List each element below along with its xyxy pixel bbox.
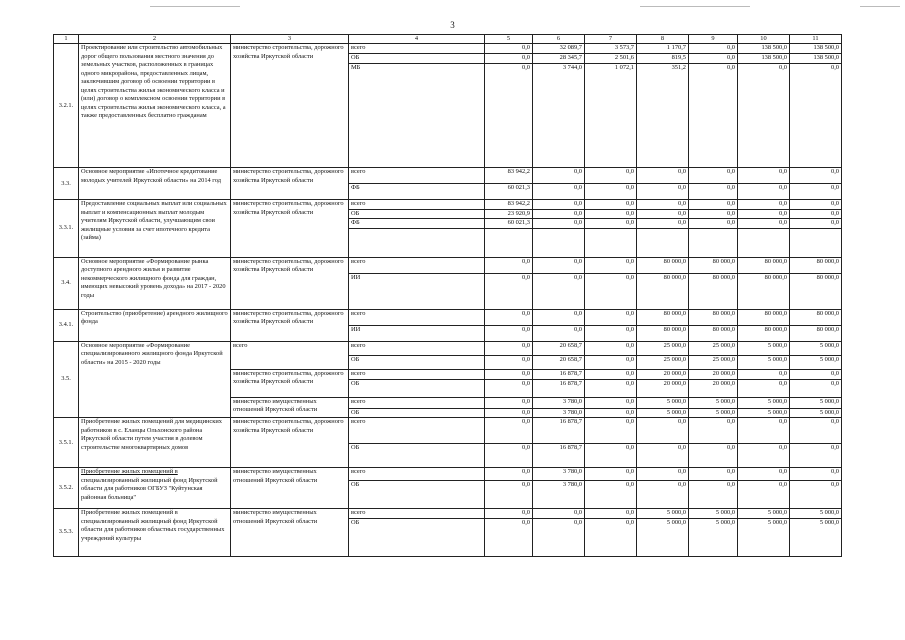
row-name: Приобретение жилых помещений в специализированный жилищный фонд Иркутской области для работников ОГБУЗ "Куйтунская районная больница" xyxy=(79,468,231,509)
row-name: Строительство (приобретение) арендного жилищного фонда xyxy=(79,309,231,341)
row-value: 5 000,0 xyxy=(689,397,738,408)
row-value: 5 000,0 xyxy=(637,518,689,556)
row-value: 3 780,0 xyxy=(533,408,585,417)
row-value: 0,0 xyxy=(485,257,533,273)
row-value: 0,0 xyxy=(585,341,637,355)
row-source: всего xyxy=(349,200,485,209)
row-name: Предоставление социальных выплат или социальных выплат и компенсационных выплат молодым учителям Иркутской области, улучшающим свои жилищные условия за счет ипотечного кредита (займа) xyxy=(79,200,231,257)
row-value: 0,0 xyxy=(585,444,637,468)
row-value: 0,0 xyxy=(738,64,790,168)
row-value xyxy=(790,228,842,257)
row-value: 0,0 xyxy=(790,209,842,218)
program-table xyxy=(53,34,842,557)
row-value: 5 000,0 xyxy=(790,397,842,408)
row-value: 0,0 xyxy=(738,379,790,397)
page-number: 3 xyxy=(450,20,455,30)
row-value: 0,0 xyxy=(689,54,738,64)
row-value: 0,0 xyxy=(585,184,637,200)
row-value: 0,0 xyxy=(689,168,738,184)
row-value: 23 920,9 xyxy=(485,209,533,218)
row-source: всего xyxy=(349,418,485,444)
row-value: 0,0 xyxy=(485,379,533,397)
row-value: 80 000,0 xyxy=(689,325,738,341)
row-value: 80 000,0 xyxy=(637,257,689,273)
scan-artifact-line xyxy=(640,6,750,7)
row-value: 1 072,1 xyxy=(585,64,637,168)
row-source: всего xyxy=(349,397,485,408)
row-value: 20 000,0 xyxy=(689,369,738,379)
row-value: 0,0 xyxy=(533,168,585,184)
row-value: 0,0 xyxy=(585,200,637,209)
row-value: 0,0 xyxy=(738,219,790,228)
row-source: всего xyxy=(349,168,485,184)
row-code: 3.4. xyxy=(54,257,79,309)
row-value: 0,0 xyxy=(533,518,585,556)
row-value: 5 000,0 xyxy=(790,518,842,556)
row-value: 0,0 xyxy=(533,219,585,228)
row-value: 5 000,0 xyxy=(689,518,738,556)
row-value: 0,0 xyxy=(585,219,637,228)
row-source: ОБ xyxy=(349,408,485,417)
row-value: 80 000,0 xyxy=(790,273,842,309)
header-cell: 3 xyxy=(231,35,349,44)
row-value: 80 000,0 xyxy=(790,257,842,273)
row-value: 0,0 xyxy=(738,481,790,509)
row-value: 138 500,0 xyxy=(738,54,790,64)
table-row xyxy=(54,257,842,273)
header-cell: 2 xyxy=(79,35,231,44)
row-value: 0,0 xyxy=(689,468,738,481)
header-cell: 8 xyxy=(637,35,689,44)
row-source: всего xyxy=(349,369,485,379)
row-value: 5 000,0 xyxy=(637,397,689,408)
row-source: ОБ xyxy=(349,355,485,369)
row-value: 80 000,0 xyxy=(738,325,790,341)
header-cell: 4 xyxy=(349,35,485,44)
row-value: 20 658,7 xyxy=(533,355,585,369)
row-executor: министерство строительства, дорожного хозяйства Иркутской области xyxy=(231,369,349,397)
row-value: 0,0 xyxy=(689,200,738,209)
row-value: 0,0 xyxy=(533,184,585,200)
row-value: 83 942,2 xyxy=(485,200,533,209)
row-value: 0,0 xyxy=(485,518,533,556)
row-value: 80 000,0 xyxy=(790,325,842,341)
row-code: 3.3. xyxy=(54,168,79,200)
row-value: 80 000,0 xyxy=(738,273,790,309)
row-value: 16 878,7 xyxy=(533,444,585,468)
row-value: 5 000,0 xyxy=(689,509,738,518)
row-value: 16 878,7 xyxy=(533,379,585,397)
row-executor: министерство строительства, дорожного хозяйства Иркутской области xyxy=(231,418,349,468)
row-code: 3.5. xyxy=(54,341,79,417)
header-cell: 9 xyxy=(689,35,738,44)
row-value: 5 000,0 xyxy=(738,397,790,408)
table-row xyxy=(54,418,842,444)
row-value: 0,0 xyxy=(637,168,689,184)
row-value: 0,0 xyxy=(533,325,585,341)
row-value: 0,0 xyxy=(790,184,842,200)
header-cell: 1 xyxy=(54,35,79,44)
row-value: 0,0 xyxy=(738,200,790,209)
row-value: 80 000,0 xyxy=(689,273,738,309)
row-value: 0,0 xyxy=(485,418,533,444)
row-value: 0,0 xyxy=(790,379,842,397)
row-value: 0,0 xyxy=(689,481,738,509)
row-value: 0,0 xyxy=(485,397,533,408)
table-row xyxy=(54,168,842,184)
row-code: 3.4.1. xyxy=(54,309,79,341)
row-value: 0,0 xyxy=(738,369,790,379)
row-value: 80 000,0 xyxy=(790,309,842,325)
table-row xyxy=(54,341,842,355)
row-value: 28 345,7 xyxy=(533,54,585,64)
row-code: 3.5.2. xyxy=(54,468,79,509)
header-cell: 5 xyxy=(485,35,533,44)
row-source: ОБ xyxy=(349,444,485,468)
row-source: ФБ xyxy=(349,219,485,228)
table-row xyxy=(54,44,842,54)
row-source: всего xyxy=(349,341,485,355)
row-source: всего xyxy=(349,509,485,518)
row-value: 138 500,0 xyxy=(790,54,842,64)
row-value: 0,0 xyxy=(533,257,585,273)
row-source: ОБ xyxy=(349,379,485,397)
row-executor: министерство строительства, дорожного хозяйства Иркутской области xyxy=(231,168,349,200)
row-value: 25 000,0 xyxy=(637,355,689,369)
row-value: 0,0 xyxy=(485,325,533,341)
row-value: 0,0 xyxy=(585,408,637,417)
row-value: 0,0 xyxy=(533,209,585,218)
row-value: 80 000,0 xyxy=(689,257,738,273)
row-value: 5 000,0 xyxy=(738,518,790,556)
row-value: 5 000,0 xyxy=(790,509,842,518)
table-header-row xyxy=(54,35,842,44)
row-value: 5 000,0 xyxy=(738,355,790,369)
row-source: ОБ xyxy=(349,209,485,218)
row-source: МБ xyxy=(349,64,485,168)
row-value: 5 000,0 xyxy=(790,355,842,369)
row-value: 5 000,0 xyxy=(790,408,842,417)
row-value: 0,0 xyxy=(485,468,533,481)
row-source: всего xyxy=(349,257,485,273)
row-executor: министерство строительства, дорожного хозяйства Иркутской области xyxy=(231,257,349,309)
row-value: 3 780,0 xyxy=(533,397,585,408)
row-executor: министерство имущественных отношений Иркутской области xyxy=(231,397,349,417)
row-value: 0,0 xyxy=(790,418,842,444)
row-value: 0,0 xyxy=(637,184,689,200)
row-value: 0,0 xyxy=(738,468,790,481)
row-value: 5 000,0 xyxy=(738,408,790,417)
row-value: 0,0 xyxy=(533,309,585,325)
row-value: 0,0 xyxy=(790,481,842,509)
row-source: ИИ xyxy=(349,273,485,309)
row-value: 5 000,0 xyxy=(738,509,790,518)
row-value: 351,2 xyxy=(637,64,689,168)
row-source xyxy=(349,228,485,257)
row-value: 0,0 xyxy=(585,481,637,509)
header-cell: 11 xyxy=(790,35,842,44)
row-value: 5 000,0 xyxy=(637,408,689,417)
row-value: 0,0 xyxy=(485,309,533,325)
table-row xyxy=(54,200,842,209)
row-code: 3.3.1. xyxy=(54,200,79,257)
row-value: 0,0 xyxy=(585,418,637,444)
row-value: 0,0 xyxy=(790,444,842,468)
row-value: 25 000,0 xyxy=(689,355,738,369)
row-name: Основное мероприятие «Формирование специализированного жилищного фонда Иркутской области» на 2015 - 2020 годы xyxy=(79,341,231,417)
row-value: 80 000,0 xyxy=(689,309,738,325)
row-value xyxy=(637,228,689,257)
row-value: 0,0 xyxy=(485,341,533,355)
row-name: Основное мероприятие «Формирование рынка доступного арендного жилья и развитие некоммерческого жилищного фонда для граждан, имеющих невысокий уровень дохода» на 2017 - 2020 годы xyxy=(79,257,231,309)
row-value: 0,0 xyxy=(790,468,842,481)
row-value: 5 000,0 xyxy=(738,341,790,355)
row-value: 0,0 xyxy=(689,44,738,54)
row-value: 0,0 xyxy=(485,355,533,369)
row-value: 0,0 xyxy=(485,509,533,518)
row-value: 2 501,6 xyxy=(585,54,637,64)
row-value xyxy=(689,228,738,257)
row-executor: министерство строительства, дорожного хозяйства Иркутской области xyxy=(231,309,349,341)
row-value: 80 000,0 xyxy=(637,273,689,309)
row-value: 0,0 xyxy=(485,408,533,417)
row-value: 0,0 xyxy=(585,273,637,309)
row-value: 60 021,3 xyxy=(485,184,533,200)
row-value: 20 000,0 xyxy=(637,369,689,379)
row-source: ОБ xyxy=(349,481,485,509)
header-cell: 10 xyxy=(738,35,790,44)
row-source: ИИ xyxy=(349,325,485,341)
row-value: 80 000,0 xyxy=(738,257,790,273)
row-source: ОБ xyxy=(349,518,485,556)
row-value: 0,0 xyxy=(585,355,637,369)
row-value: 1 170,7 xyxy=(637,44,689,54)
row-value: 3 780,0 xyxy=(533,468,585,481)
row-value: 0,0 xyxy=(585,397,637,408)
row-value xyxy=(585,228,637,257)
row-value: 0,0 xyxy=(585,325,637,341)
row-value: 0,0 xyxy=(637,200,689,209)
row-value: 3 573,7 xyxy=(585,44,637,54)
row-value: 20 000,0 xyxy=(637,379,689,397)
row-value: 20 658,7 xyxy=(533,341,585,355)
row-value: 0,0 xyxy=(485,54,533,64)
row-value: 0,0 xyxy=(585,379,637,397)
row-executor: министерство имущественных отношений Иркутской области xyxy=(231,509,349,556)
row-value: 0,0 xyxy=(585,509,637,518)
row-value: 0,0 xyxy=(533,200,585,209)
header-cell: 7 xyxy=(585,35,637,44)
row-value: 16 878,7 xyxy=(533,369,585,379)
row-value: 0,0 xyxy=(485,481,533,509)
row-value: 0,0 xyxy=(790,168,842,184)
row-value: 0,0 xyxy=(585,468,637,481)
row-value: 80 000,0 xyxy=(738,309,790,325)
row-value: 0,0 xyxy=(585,168,637,184)
row-value: 0,0 xyxy=(585,257,637,273)
row-source: ФБ xyxy=(349,184,485,200)
row-value: 0,0 xyxy=(790,64,842,168)
row-value: 25 000,0 xyxy=(637,341,689,355)
row-value: 0,0 xyxy=(485,444,533,468)
row-code: 3.2.1. xyxy=(54,44,79,168)
row-value: 0,0 xyxy=(738,444,790,468)
row-value: 0,0 xyxy=(533,509,585,518)
row-value: 25 000,0 xyxy=(689,341,738,355)
row-value: 80 000,0 xyxy=(637,309,689,325)
row-value: 0,0 xyxy=(637,418,689,444)
row-value: 80 000,0 xyxy=(637,325,689,341)
row-value: 0,0 xyxy=(689,219,738,228)
row-value xyxy=(485,228,533,257)
scan-artifact-line xyxy=(860,6,900,7)
row-name-underlined: Приобретение жилых помещений в xyxy=(81,468,178,476)
row-value: 83 942,2 xyxy=(485,168,533,184)
row-executor: всего xyxy=(231,341,349,369)
row-executor: министерство строительства, дорожного хозяйства Иркутской области xyxy=(231,44,349,168)
row-code: 3.5.1. xyxy=(54,418,79,468)
table-row xyxy=(54,468,842,481)
row-value: 0,0 xyxy=(738,209,790,218)
row-name: Основное мероприятие «Ипотечное кредитование молодых учителей Иркутской области» на 2014 год xyxy=(79,168,231,200)
row-value: 0,0 xyxy=(637,481,689,509)
row-value xyxy=(738,228,790,257)
table-row xyxy=(54,509,842,518)
row-value: 0,0 xyxy=(790,200,842,209)
row-value: 0,0 xyxy=(637,444,689,468)
row-value: 3 780,0 xyxy=(533,481,585,509)
row-value: 0,0 xyxy=(485,64,533,168)
row-value: 16 878,7 xyxy=(533,418,585,444)
row-value: 138 500,0 xyxy=(738,44,790,54)
row-value xyxy=(533,228,585,257)
scan-artifact-line xyxy=(150,6,240,7)
row-executor: министерство строительства, дорожного хозяйства Иркутской области xyxy=(231,200,349,257)
row-name: Проектирование или строительство автомобильных дорог общего пользования местного значения до земельных участков, расположенных в границах одного микрорайона, предоставленных лицам, заключившим договор об освоении территории в целях строительства жилья экономического класса и (или) договор о комплексном освоении территории в целях строительства жилья экономического класса, а также предоставленных бесплатно гражданам xyxy=(79,44,231,168)
row-value: 5 000,0 xyxy=(689,408,738,417)
row-value: 0,0 xyxy=(585,309,637,325)
row-value: 819,5 xyxy=(637,54,689,64)
row-value: 138 500,0 xyxy=(790,44,842,54)
header-cell: 6 xyxy=(533,35,585,44)
row-value: 32 089,7 xyxy=(533,44,585,54)
row-value: 0,0 xyxy=(485,369,533,379)
row-value: 0,0 xyxy=(637,209,689,218)
row-value: 0,0 xyxy=(790,219,842,228)
row-executor: министерство имущественных отношений Иркутской области xyxy=(231,468,349,509)
row-value: 0,0 xyxy=(738,184,790,200)
row-value: 0,0 xyxy=(790,369,842,379)
row-name: Приобретение жилых помещений для медицинских работников в с. Еланцы Ольхонского района Иркутской области путем участия в долевом строительстве многоквартирных домов xyxy=(79,418,231,468)
row-name: Приобретение жилых помещений в специализированный жилищный фонд Иркутской области для работников областных государственных учреждений культуры xyxy=(79,509,231,556)
row-value: 0,0 xyxy=(637,468,689,481)
row-value: 0,0 xyxy=(738,168,790,184)
row-value: 0,0 xyxy=(689,184,738,200)
row-value: 20 000,0 xyxy=(689,379,738,397)
row-value: 0,0 xyxy=(689,418,738,444)
table-row xyxy=(54,309,842,325)
row-value: 0,0 xyxy=(485,273,533,309)
row-value: 3 744,0 xyxy=(533,64,585,168)
row-value: 0,0 xyxy=(689,64,738,168)
row-value: 0,0 xyxy=(738,418,790,444)
row-value: 0,0 xyxy=(689,444,738,468)
row-value: 0,0 xyxy=(585,369,637,379)
row-value: 0,0 xyxy=(585,518,637,556)
row-value: 5 000,0 xyxy=(790,341,842,355)
row-value: 0,0 xyxy=(689,209,738,218)
row-value: 0,0 xyxy=(485,44,533,54)
row-value: 0,0 xyxy=(637,219,689,228)
row-source: всего xyxy=(349,44,485,54)
row-value: 0,0 xyxy=(585,209,637,218)
row-value: 0,0 xyxy=(533,273,585,309)
row-source: ОБ xyxy=(349,54,485,64)
row-value: 5 000,0 xyxy=(637,509,689,518)
row-source: всего xyxy=(349,309,485,325)
row-code: 3.5.3. xyxy=(54,509,79,556)
row-source: всего xyxy=(349,468,485,481)
row-value: 60 021,3 xyxy=(485,219,533,228)
